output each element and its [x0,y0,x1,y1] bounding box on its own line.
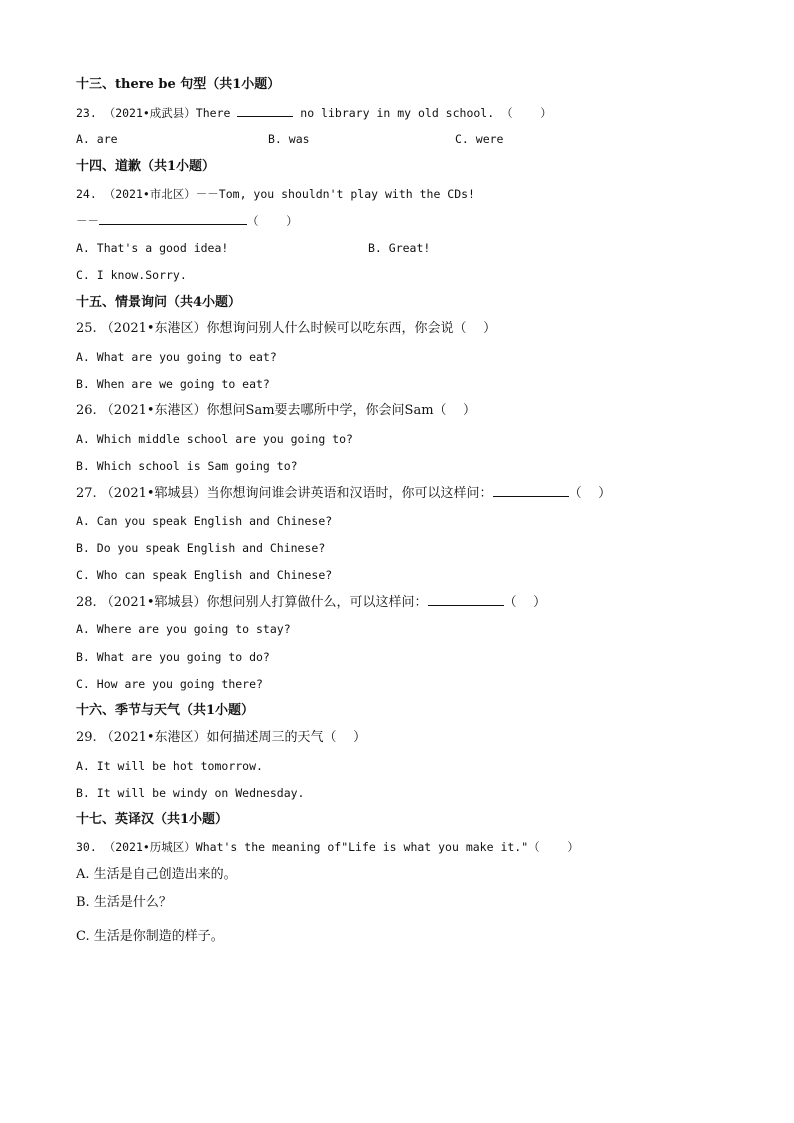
question-23-stem [76,104,552,121]
answer-blank[interactable] [99,212,247,225]
section-16-heading: 十六、季节与天气（共1小题） [76,703,255,718]
question-27-option-a[interactable]: A. Can you speak English and Chinese? [76,514,333,528]
question-27-stem-text: 27. （2021•郓城县）当你想询问谁会讲英语和汉语时，你可以这样问： [76,486,493,501]
question-28-stem-text: 28. （2021•郓城县）你想问别人打算做什么，可以这样问： [76,595,428,610]
option-c[interactable]: C. were [455,132,504,146]
option-b[interactable]: B. was [268,132,310,146]
question-29-option-b[interactable]: B. It will be windy on Wednesday. [76,786,305,800]
question-26-stem: 26. （2021•东港区）你想问Sam要去哪所中学，你会问Sam（ ） [76,403,477,418]
question-24-stem: 24. （2021•市北区）－－Tom, you shouldn't play with the CDs! [76,187,475,201]
question-29-option-a[interactable]: A. It will be hot tomorrow. [76,759,263,773]
question-30-option-c[interactable]: C. 生活是你制造的样子。 [76,929,224,944]
question-27-option-b[interactable]: B. Do you speak English and Chinese? [76,541,326,555]
question-26-option-a[interactable]: A. Which middle school are you going to? [76,432,353,446]
question-25-option-b[interactable]: B. When are we going to eat? [76,377,270,391]
question-25-option-a[interactable]: A. What are you going to eat? [76,350,277,364]
answer-blank[interactable] [493,484,569,497]
question-28-option-c[interactable]: C. How are you going there? [76,677,263,691]
question-30-stem: 30. （2021•历城区）What's the meaning of"Life is what you make it."（ ） [76,840,579,854]
question-25-stem: 25. （2021•东港区）你想询问别人什么时候可以吃东西，你会说（ ） [76,321,497,336]
section-17-heading: 十七、英译汉（共1小题） [76,812,229,827]
question-28-option-b[interactable]: B. What are you going to do? [76,650,270,664]
question-29-stem: 29. （2021•东港区）如何描述周三的天气（ ） [76,730,367,745]
question-24-reply [76,212,298,229]
section-15-heading: 十五、情景询问（共4小题） [76,295,242,310]
answer-parentheses: （ ） [568,486,612,501]
reply-dash: －－ [76,214,99,228]
answer-parentheses: （ ） [247,214,298,228]
question-23-stem-end: no library in my old school. （ ） [293,106,552,120]
question-27-option-c[interactable]: C. Who can speak English and Chinese? [76,568,333,582]
question-24-option-c[interactable]: C. I know.Sorry. [76,268,187,282]
option-b[interactable]: B. Great! [368,241,431,255]
answer-blank[interactable] [237,104,293,117]
answer-blank[interactable] [428,593,504,606]
section-14-heading: 十四、道歉（共1小题） [76,159,216,174]
section-13-heading: 十三、there be 句型（共1小题） [76,77,281,92]
question-30-option-a[interactable]: A. 生活是自己创造出来的。 [76,867,237,882]
question-26-option-b[interactable]: B. Which school is Sam going to? [76,459,298,473]
question-27-stem [76,484,611,503]
question-23-stem-start: 23. （2021•成武县）There [76,106,238,120]
option-a[interactable]: A. are [76,132,118,146]
question-28-option-a[interactable]: A. Where are you going to stay? [76,622,291,636]
option-a[interactable]: A. That's a good idea! [76,241,229,255]
question-28-stem [76,593,546,612]
answer-parentheses: （ ） [503,595,547,610]
question-30-option-b[interactable]: B. 生活是什么？ [76,895,172,910]
